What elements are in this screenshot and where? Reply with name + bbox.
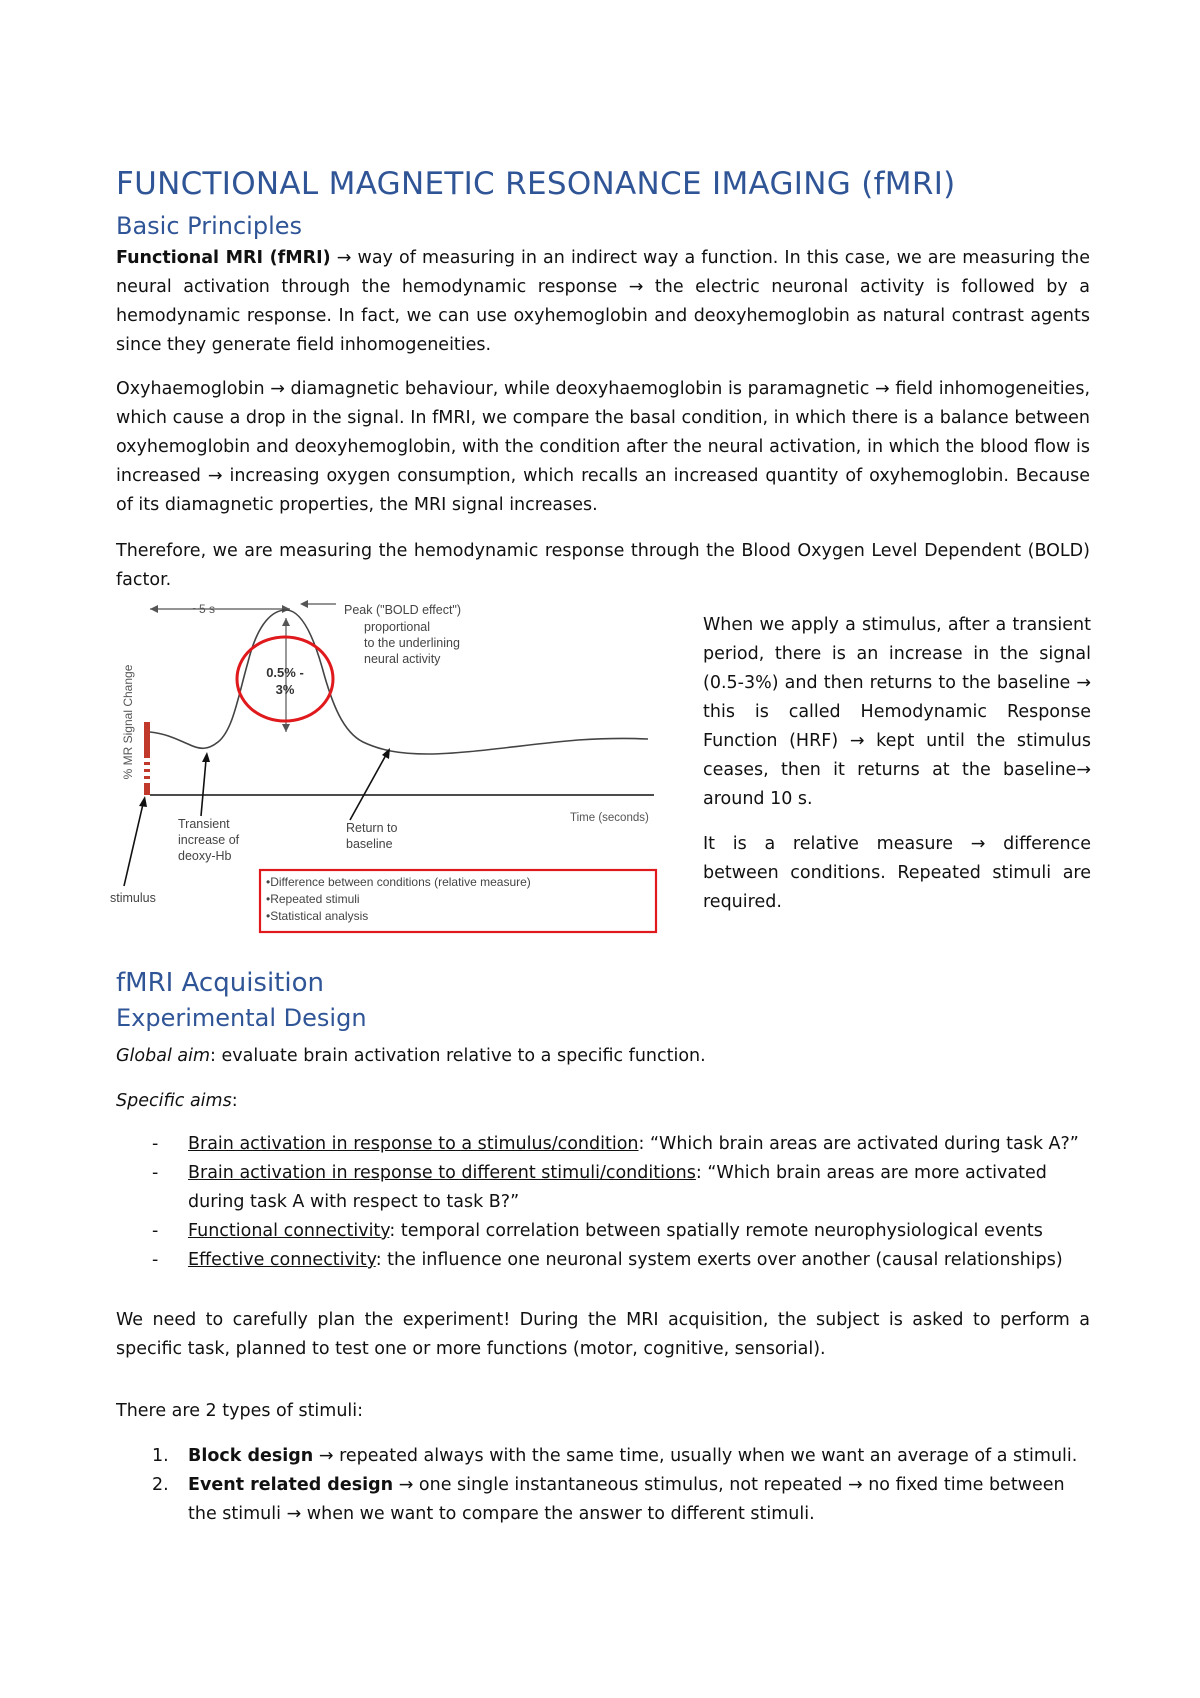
arrow-icon: → (847, 1475, 863, 1495)
list-item (152, 1246, 1092, 1275)
dash-marker: - (152, 1250, 159, 1270)
text: : evaluate brain activation relative to a specific function. (210, 1046, 706, 1066)
text: around 10 s. (703, 789, 813, 809)
arrow-icon: → (849, 731, 865, 751)
return-line-1: Return to (346, 821, 398, 835)
box-line-1: •Difference between conditions (relative measure) (266, 875, 531, 889)
global-aim-line (116, 1042, 706, 1071)
peak-line-2: to the underlining (364, 636, 460, 650)
stimulus-bar (144, 722, 150, 758)
dash-marker: - (152, 1134, 159, 1154)
text: when we want to compare the answer to different stimuli. (301, 1504, 815, 1524)
transient-line-2: increase of (178, 833, 240, 847)
text: When we apply a stimulus, after a transient period, there is an increase in the signal (0.5-3%) and then returns to the baseline (703, 615, 1091, 693)
transient-line-3: deoxy-Hb (178, 849, 232, 863)
list-item (152, 1471, 1092, 1529)
text: no fixed time between the stimuli (188, 1475, 1065, 1524)
section-heading-fmri-acquisition: fMRI Acquisition (116, 968, 324, 998)
figure-ylabel: % MR Signal Change (121, 664, 135, 780)
arrow-icon: → (286, 1504, 302, 1524)
box-line-3: •Statistical analysis (266, 909, 369, 923)
specific-aims-label: Specific aims (116, 1091, 232, 1111)
specific-aims-list (152, 1130, 1092, 1275)
figure-duration-label: ~5 s (192, 602, 216, 616)
text: diamagnetic behaviour, while deoxyhaemoglobin is paramagnetic (284, 379, 876, 399)
page-title: FUNCTIONAL MAGNETIC RESONANCE IMAGING (fMRI) (116, 166, 956, 202)
term-functional-mri: Functional MRI (fMRI) (116, 248, 331, 268)
arrow-icon: → (398, 1475, 414, 1495)
list-item (152, 1217, 1092, 1246)
text: : temporal correlation between spatially remote neurophysiological events (389, 1221, 1043, 1241)
text: It is a relative measure (703, 834, 971, 854)
text: the electric neuronal activity is followed by a hemodynamic response. In fact, we can use oxyhemoglobin and deoxyhemoglobin as natural contrast agents since they generate field inhomogeneities. (116, 277, 1090, 355)
peak-title: Peak ("BOLD effect") (344, 603, 462, 617)
list-item (152, 1159, 1092, 1217)
text: : the influence one neuronal system exerts over another (causal relationships) (375, 1250, 1063, 1270)
circle-line-2: 3% (275, 682, 295, 697)
text: field inhomogeneities, which cause a drop in the signal. In fMRI, we compare the basal condition, in which there is a balance between oxyhemoglobin and deoxyhemoglobin, with the condition after the neural activation, in which the blood flow is increased (116, 379, 1091, 486)
circle-line-1: 0.5% - (266, 665, 304, 680)
text: Effective connectivity (188, 1250, 376, 1270)
arrow-icon: → (970, 834, 986, 854)
section-heading-basic-principles: Basic Principles (116, 212, 302, 240)
global-aim-label: Global aim (116, 1046, 211, 1066)
text: : (231, 1091, 238, 1111)
text: Brain activation in response to different stimuli/conditions (188, 1163, 696, 1183)
text: : “Which brain areas are activated during task A?” (638, 1134, 1079, 1154)
arrow-icon: → (875, 379, 890, 399)
text: kept until the stimulus ceases, then it returns at the baseline (703, 731, 1091, 780)
paragraph-plan-experiment: We need to carefully plan the experiment! During the MRI acquisition, the subject is asked to perform a specific task, planned to test one or more functions (motor, cognitive, sensorial). (116, 1310, 1090, 1359)
arrow-icon: → (628, 277, 644, 297)
dash-marker: - (152, 1163, 159, 1183)
list-number: 2. (152, 1475, 169, 1495)
peak-line-3: neural activity (364, 652, 441, 666)
term-event-related-design: Event related design (188, 1475, 394, 1495)
figure-side-text (703, 611, 1091, 933)
hrf-figure (108, 592, 668, 942)
text: Brain activation in response to a stimulus/condition (188, 1134, 639, 1154)
list-item (152, 1442, 1092, 1471)
paragraph-bold-factor: Therefore, we are measuring the hemodynamic response through the Blood Oxygen Level Dependent (BOLD) factor. (116, 541, 1090, 590)
paragraph-relative-measure (703, 830, 1091, 917)
arrow-icon: → (270, 379, 285, 399)
stimuli-types-list (152, 1442, 1092, 1529)
term-block-design: Block design (188, 1446, 314, 1466)
transient-line-1: Transient (178, 817, 230, 831)
arrow-icon: → (318, 1446, 334, 1466)
dash-marker: - (152, 1221, 159, 1241)
text: way of measuring in an indirect way a function. In this case, we are measuring the neural activation through the hemodynamic response (116, 248, 1090, 297)
peak-line-1: proportional (364, 620, 431, 634)
arrow-icon: → (1076, 760, 1091, 780)
box-line-2: •Repeated stimuli (266, 892, 360, 906)
text: repeated always with the same time, usually when we want an average of a stimuli. (333, 1446, 1078, 1466)
arrow-icon: → (207, 466, 223, 486)
arrow-icon: → (336, 248, 352, 268)
text: : “Which brain areas are more activated during task A with respect to task B?” (188, 1163, 1047, 1212)
text: one single instantaneous stimulus, not repeated (413, 1475, 848, 1495)
list-number: 1. (152, 1446, 169, 1466)
figure-xlabel: Time (seconds) (570, 812, 649, 824)
text: difference between conditions. Repeated stimuli are required. (703, 834, 1091, 912)
paragraph-hrf (703, 611, 1091, 814)
specific-aims-line (116, 1087, 238, 1116)
list-item (152, 1130, 1092, 1159)
text: this is called Hemodynamic Response Function (HRF) (703, 702, 1091, 751)
text: Functional connectivity (188, 1221, 390, 1241)
stimulus-label: stimulus (110, 891, 156, 905)
paragraph-oxyhaemoglobin (116, 375, 1090, 520)
arrow-icon: → (1076, 673, 1091, 693)
paragraph-stimuli-types: There are 2 types of stimuli: (116, 1401, 364, 1421)
text: Oxyhaemoglobin (116, 379, 271, 399)
return-line-2: baseline (346, 837, 393, 851)
paragraph-fmri-definition (116, 244, 1090, 360)
text: increasing oxygen consumption, which recalls an increased quantity of oxyhemoglobin. Because of its diamagnetic properties, the MRI signal increases. (116, 466, 1090, 515)
section-heading-experimental-design: Experimental Design (116, 1004, 367, 1032)
